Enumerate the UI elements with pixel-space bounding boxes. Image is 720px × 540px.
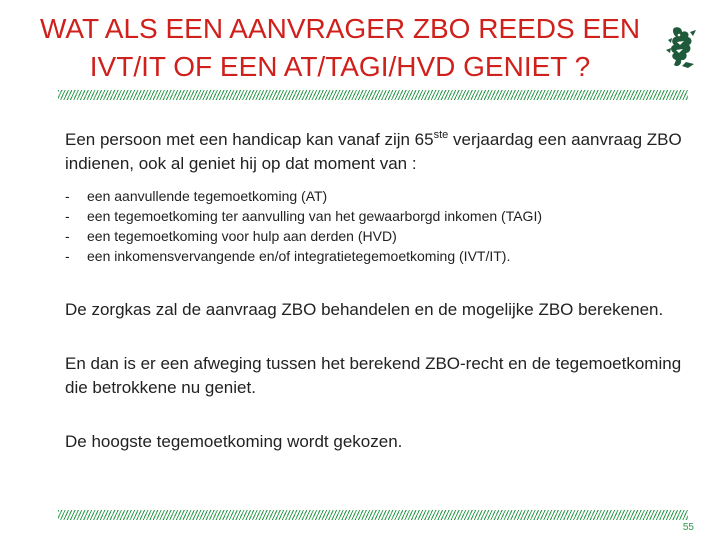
bullet-text: een tegemoetkoming voor hulp aan derden (HVD) <box>87 228 397 244</box>
slide-title <box>30 10 650 86</box>
bullet-item <box>65 246 695 266</box>
bullet-text: een tegemoetkoming ter aanvulling van het gewaarborgd inkomen (TAGI) <box>87 208 542 224</box>
page-number: 55 <box>682 522 694 533</box>
bottom-divider <box>58 510 688 520</box>
bullet-item <box>65 186 695 206</box>
bullet-text: een aanvullende tegemoetkoming (AT) <box>87 188 328 204</box>
slide-title-line-1: WAT ALS EEN AANVRAGER ZBO REEDS EEN <box>39 13 641 44</box>
bullet-dash: - <box>65 228 70 244</box>
intro-paragraph <box>65 128 695 176</box>
bullet-dash: - <box>65 248 70 264</box>
paragraph-zorgkas: De zorgkas zal de aanvraag ZBO behandelen en de mogelijke ZBO berekenen. <box>65 300 664 319</box>
bullet-dash: - <box>65 208 70 224</box>
bullet-item <box>65 226 695 246</box>
intro-superscript: ste <box>433 129 449 141</box>
bullet-dash: - <box>65 188 70 204</box>
intro-text-start: Een persoon met een handicap kan vanaf zijn 65 <box>65 130 434 149</box>
flemish-lion-logo-icon <box>660 24 700 72</box>
bullet-list <box>65 186 695 266</box>
slide-title-line-2: IVT/IT OF EEN AT/TAGI/HVD GENIET ? <box>89 51 591 82</box>
intro-text-end: verjaardag een aanvraag ZBO indienen, ook al geniet hij op dat moment van : <box>65 130 682 173</box>
slide-body <box>65 128 695 266</box>
bullet-item <box>65 206 695 226</box>
paragraph-conclusie: De hoogste tegemoetkoming wordt gekozen. <box>65 432 403 451</box>
top-divider <box>58 90 688 100</box>
paragraph-afweging: En dan is er een afweging tussen het berekend ZBO-recht en de tegemoetkoming die betrokkene nu geniet. <box>65 354 682 397</box>
bullet-text: een inkomensvervangende en/of integratietegemoetkoming (IVT/IT). <box>87 248 511 264</box>
